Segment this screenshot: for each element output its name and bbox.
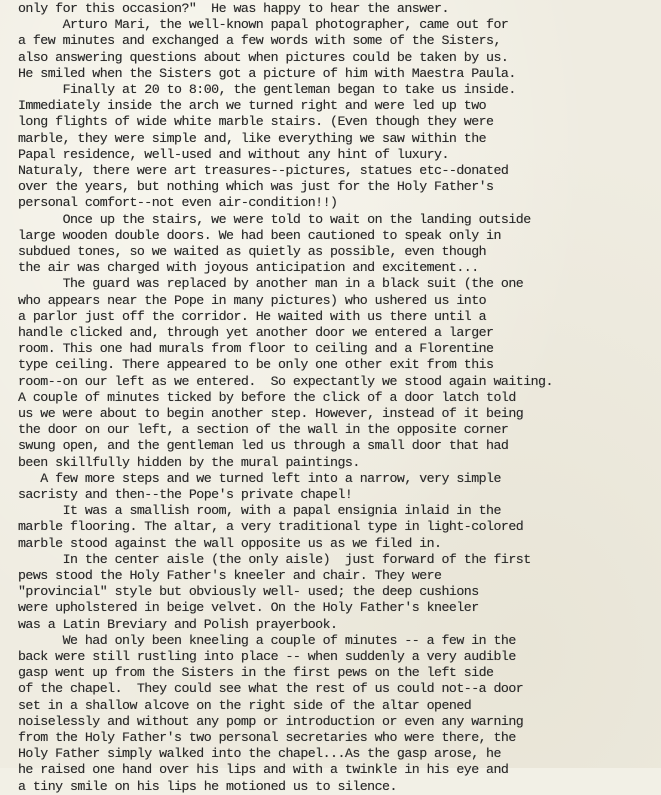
text-line: from the Holy Father's two personal secretaries who were there, the [18, 730, 516, 745]
text-line: A few more steps and we turned left into a narrow, very simple [18, 470, 501, 486]
text-line: a parlor just off the corridor. He waited with us there until a [18, 308, 487, 324]
text-line: marble flooring. The altar, a very traditional type in light-colored [18, 519, 524, 535]
text-line: A couple of minutes ticked by before the click of a door latch told [18, 389, 516, 405]
text-line: swung open, and the gentleman led us through a small door that had [18, 438, 509, 454]
text-line: In the center aisle (the only aisle) just forward of the first [18, 551, 531, 567]
text-line: he raised one hand over his lips and with a twinkle in his eye and [18, 762, 509, 778]
text-line: also answering questions about when pictures could be taken by us. [18, 49, 509, 65]
text-line: large wooden double doors. We had been cautioned to speak only in [18, 227, 501, 243]
text-line: Arturo Mari, the well-known papal photographer, came out for [18, 17, 509, 33]
text-line: marble, they were simple and, like everything we saw within the [18, 130, 487, 146]
text-line: room. This one had murals from floor to ceiling and a Florentine [18, 341, 494, 357]
text-line: type ceiling. There appeared to be only one other exit from this [18, 357, 494, 373]
text-line: us we were about to begin another step. However, instead of it being [18, 406, 524, 421]
text-line: pews stood the Holy Father's kneeler and chair. They were [18, 568, 442, 583]
text-line: long flights of wide white marble stairs. (Even though they were [18, 114, 494, 130]
text-line: sacristy and then--the Pope's private chapel! [18, 487, 353, 502]
text-line: Papal residence, well-used and without any hint of luxury. [18, 146, 449, 162]
text-line: a few minutes and exchanged a few words with some of the Sisters, [18, 33, 501, 49]
text-line: gasp went up from the Sisters in the first pews on the left side [18, 665, 494, 681]
text-line: of the chapel. They could see what the rest of us could not--a door [18, 681, 524, 697]
text-line: room--on our left as we entered. So expectantly we stood again waiting. [18, 373, 553, 389]
text-line: "provincial" style but obviously well- used; the deep cushions [18, 584, 479, 600]
text-line: were upholstered in beige velvet. On the Holy Father's kneeler [18, 600, 479, 616]
text-line: personal comfort--not even air-condition!!) [18, 195, 338, 211]
text-line: Holy Father simply walked into the chapel...As the gasp arose, he [18, 746, 501, 762]
text-line: Naturaly, there were art treasures--pictures, statues etc--donated [18, 163, 509, 178]
text-line: the door on our left, a section of the wall in the opposite corner [18, 422, 509, 438]
text-line: Once up the stairs, we were told to wait on the landing outside [18, 211, 531, 227]
text-line: back were still rustling into place -- when suddenly a very audible [18, 649, 516, 664]
text-line: Immediately inside the arch we turned right and were led up two [18, 98, 487, 114]
text-line: was a Latin Breviary and Polish prayerbook. [18, 616, 338, 632]
text-line: been skillfully hidden by the mural paintings. [18, 454, 360, 470]
text-line: He smiled when the Sisters got a picture of him with Maestra Paula. [18, 65, 516, 81]
text-line: a tiny smile on his lips he motioned us to silence. [18, 778, 397, 794]
text-line: over the years, but nothing which was just for the Holy Father's [18, 179, 494, 195]
text-line: handle clicked and, through yet another door we entered a larger [18, 325, 494, 340]
text-line: marble stood against the wall opposite us as we filed in. [18, 535, 442, 551]
text-line: who appears near the Pope in many pictures) who ushered us into [18, 292, 487, 308]
text-line: We had only been kneeling a couple of minutes -- a few in the [18, 632, 516, 648]
text-line: subdued tones, so we waited as quietly as possible, even though [18, 244, 487, 259]
text-line: Finally at 20 to 8:00, the gentleman began to take us inside. [18, 82, 516, 97]
text-line: The guard was replaced by another man in a black suit (the one [18, 276, 524, 292]
text-line: noiselessly and without any pomp or introduction or even any warning [18, 713, 524, 729]
text-line: only for this occasion?" He was happy to hear the answer. [18, 1, 449, 16]
text-line: set in a shallow alcove on the right side of the altar opened [18, 697, 472, 713]
text-line: the air was charged with joyous anticipation and excitement... [18, 260, 479, 276]
text-line: It was a smallish room, with a papal ensignia inlaid in the [18, 503, 501, 519]
